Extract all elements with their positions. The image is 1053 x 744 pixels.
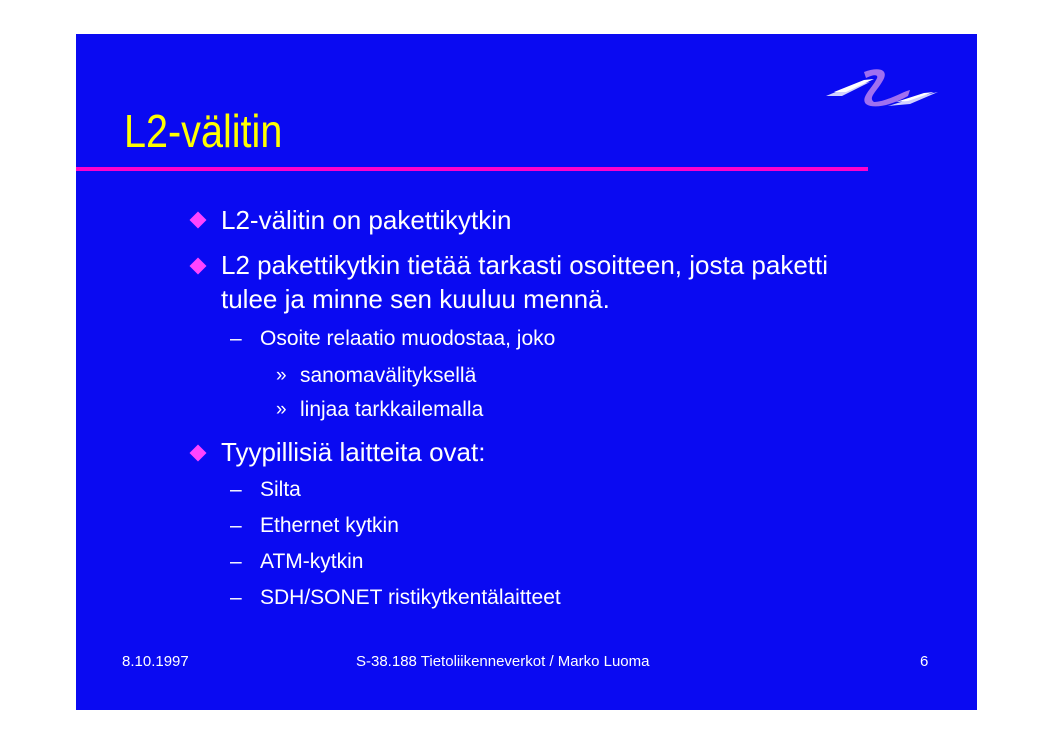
bullet-text: Tyypillisiä laitteita ovat: <box>221 437 486 467</box>
device-item: ATM-kytkin <box>260 550 364 573</box>
sub-sub-bullet-text: linjaa tarkkailemalla <box>300 398 484 421</box>
footer-course: S-38.188 Tietoliikenneverkot / Marko Luoma <box>356 653 650 670</box>
device-item: Ethernet kytkin <box>260 514 399 537</box>
bullet-text: L2-välitin on pakettikytkin <box>221 205 512 235</box>
dash-marker: – <box>230 327 242 350</box>
sub-sub-bullet-text: sanomavälityksellä <box>300 364 477 387</box>
bullet-text-continuation: tulee ja minne sen kuuluu mennä. <box>221 284 610 314</box>
slide-title: L2-välitin <box>124 105 283 157</box>
footer-page-number: 6 <box>920 653 929 670</box>
bullet-diamond-icon <box>190 212 207 229</box>
bullet-diamond-icon <box>190 258 207 275</box>
chevron-marker: » <box>276 399 287 420</box>
device-item: Silta <box>260 478 301 501</box>
dash-marker: – <box>230 478 242 501</box>
chevron-marker: » <box>276 365 287 386</box>
bullet-text: L2 pakettikytkin tietää tarkasti osoitteen, josta paketti <box>221 250 829 280</box>
device-item: SDH/SONET ristikytkentälaitteet <box>260 586 561 609</box>
logo-icon <box>824 62 940 114</box>
dash-marker: – <box>230 550 242 573</box>
footer-date: 8.10.1997 <box>122 653 189 670</box>
title-underline <box>76 167 868 171</box>
sub-bullet-text: Osoite relaatio muodostaa, joko <box>260 327 556 350</box>
dash-marker: – <box>230 514 242 537</box>
slide <box>76 34 977 710</box>
bullet-diamond-icon <box>190 445 207 462</box>
dash-marker: – <box>230 586 242 609</box>
